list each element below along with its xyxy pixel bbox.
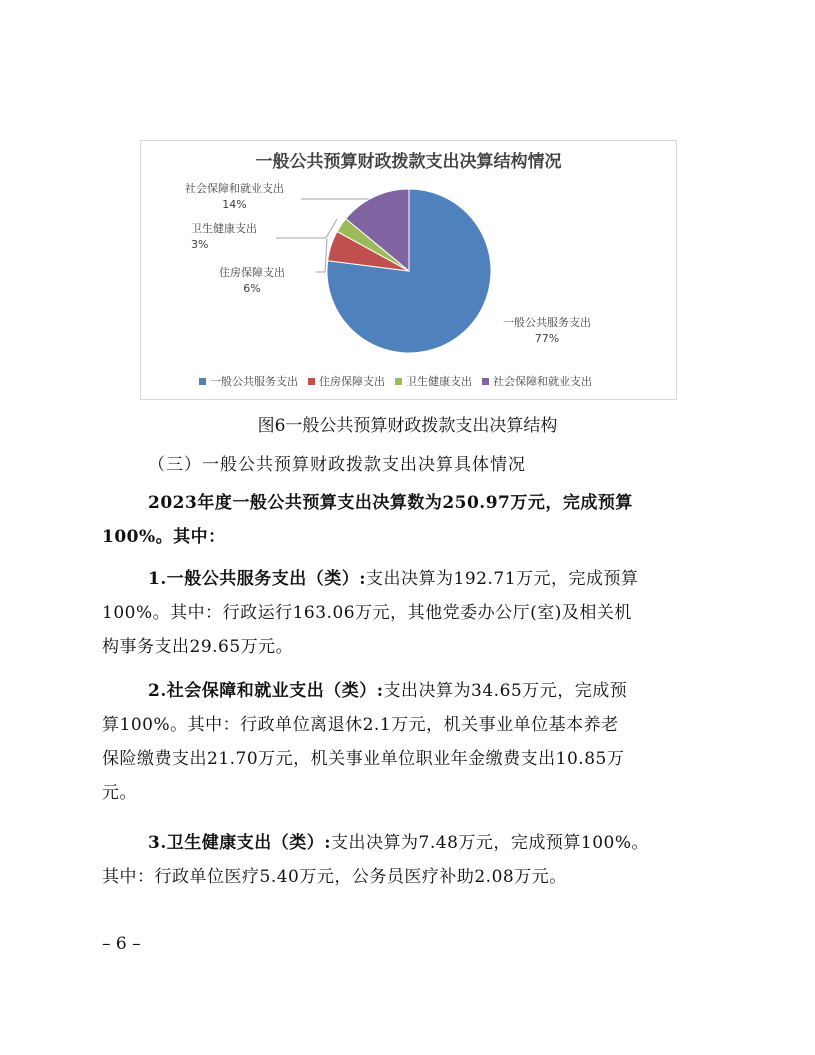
legend-item-social	[482, 373, 592, 389]
legend-swatch	[482, 378, 489, 385]
legend-swatch	[308, 378, 315, 385]
legend-swatch	[199, 378, 206, 385]
pie-chart	[140, 140, 677, 400]
summary-line-2: 100%。其中：	[102, 527, 226, 547]
leader-line-1	[276, 219, 337, 238]
item-1-line-3: 构事务支出29.65万元。	[102, 637, 294, 657]
chart-legend	[199, 373, 639, 389]
section-heading: （三）一般公共预算财政拨款支出决算具体情况	[148, 455, 526, 475]
item-1-text: 支出决算为192.71万元，完成预算	[366, 569, 639, 589]
legend-swatch	[395, 378, 402, 385]
item-2-text: 支出决算为34.65万元，完成预	[383, 681, 628, 701]
item-2-line-2: 算100%。其中：行政单位离退休2.1万元，机关事业单位基本养老	[102, 715, 619, 735]
legend-item-housing	[308, 373, 385, 389]
item-3-first-line	[148, 826, 728, 860]
item-3-line-2: 其中：行政单位医疗5.40万元，公务员医疗补助2.08万元。	[102, 867, 567, 887]
summary-line-1: 2023年度一般公共预算支出决算数为250.97万元，完成预算	[148, 493, 633, 513]
item-1-heading: 1.一般公共服务支出（类）:	[148, 569, 367, 589]
legend-item-health	[395, 373, 472, 389]
item-3-text: 支出决算为7.48万元，完成预算100%。	[331, 833, 649, 853]
leader-line-2	[316, 239, 327, 272]
figure-caption: 图6一般公共预算财政拨款支出决算结构	[257, 416, 558, 436]
item-2-first-line	[148, 674, 728, 708]
item-2-line-3: 保险缴费支出21.70万元，机关事业单位职业年金缴费支出10.85万	[102, 749, 625, 769]
slice-label-housing: 住房保障支出 6%	[219, 266, 285, 295]
item-1-first-line	[148, 562, 728, 596]
slice-label-social: 社会保障和就业支出 14%	[185, 182, 284, 211]
item-2-heading: 2.社会保障和就业支出（类）:	[148, 681, 384, 701]
legend-item-general	[199, 373, 298, 389]
slice-label-general: 一般公共服务支出 77%	[503, 316, 591, 345]
item-3-heading: 3.卫生健康支出（类）:	[148, 833, 332, 853]
legend-label: 社会保障和就业支出	[493, 375, 592, 388]
item-1-line-2: 100%。其中：行政运行163.06万元，其他党委办公厅(室)及相关机	[102, 603, 632, 623]
legend-label: 一般公共服务支出	[210, 375, 298, 388]
page-number: – 6 –	[102, 934, 141, 954]
legend-label: 住房保障支出	[319, 375, 385, 388]
legend-label: 卫生健康支出	[406, 375, 472, 388]
chart-title: 一般公共预算财政拨款支出决算结构情况	[255, 152, 562, 172]
slice-label-health: 卫生健康支出 3%	[191, 222, 257, 251]
item-2-line-4: 元。	[102, 783, 137, 803]
